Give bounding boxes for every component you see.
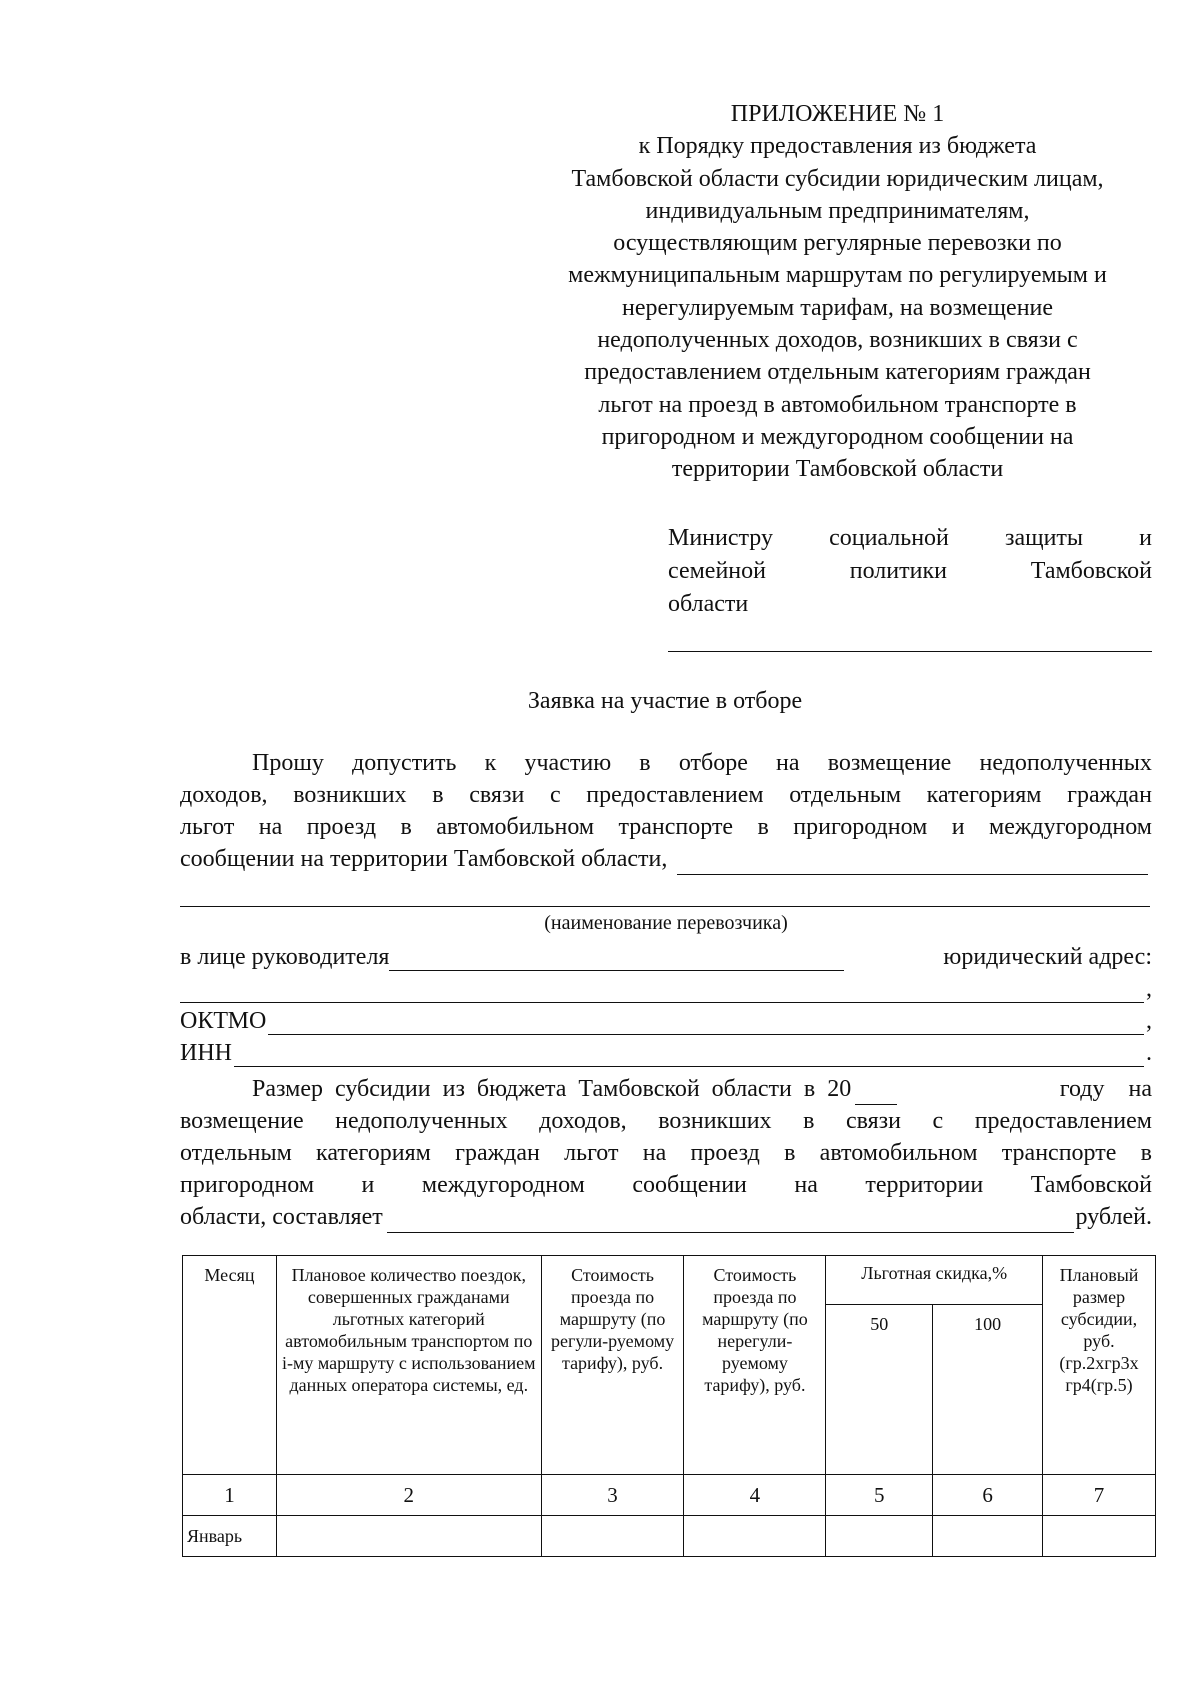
table-column-number-row (183, 1475, 1156, 1516)
request-text: сообщении на территории Тамбовской области, (180, 846, 668, 872)
column-number: 7 (1043, 1475, 1156, 1516)
subsidy-text: области, составляет (180, 1204, 383, 1230)
subsidy-word: междугородном (421, 1172, 585, 1198)
inn-field[interactable] (234, 1042, 1144, 1067)
request-line: доходов, возникших в связи с предоставлением отдельным категориям граждан (180, 782, 1152, 808)
addressee-word: политики (849, 558, 947, 584)
header-cost-unregulated: Стоимость проезда по маршруту (по нерегули-руемому тарифу), руб. (684, 1256, 826, 1475)
row-month: Январь (183, 1516, 277, 1557)
request-word: отборе (678, 750, 748, 776)
subsidy-text: году на (1059, 1076, 1152, 1102)
addressee-line (668, 522, 1152, 555)
appendix-line: пригородном и междугородном сообщении на (601, 423, 1074, 450)
inn-row (180, 1040, 1152, 1067)
addressee-line (668, 555, 1152, 588)
header-discount-100: 100 (933, 1305, 1043, 1475)
request-word: Прошу (252, 750, 324, 776)
subsidy-line: возмещение недополученных доходов, возникших в связи с предоставлением (180, 1108, 1152, 1134)
table-row (183, 1516, 1156, 1557)
request-line (180, 843, 1152, 875)
period: . (1146, 1040, 1152, 1066)
subsidy-word: сообщении (632, 1172, 747, 1198)
column-number: 4 (684, 1475, 826, 1516)
subsidy-paragraph (180, 1073, 1152, 1233)
column-number: 3 (541, 1475, 684, 1516)
carrier-name-field[interactable] (677, 850, 1148, 875)
subsidy-word: территории (865, 1172, 984, 1198)
inn-label: ИНН (180, 1040, 232, 1066)
table-cell[interactable] (541, 1516, 684, 1557)
appendix-header (500, 98, 1175, 486)
table-cell[interactable] (276, 1516, 541, 1557)
subsidy-word: на (794, 1172, 818, 1198)
appendix-line: нерегулируемым тарифам, на возмещение (621, 294, 1054, 321)
header-cost-regulated: Стоимость проезда по маршруту (по регули-руемому тарифу), руб. (541, 1256, 684, 1475)
document-title: Заявка на участие в отборе (527, 688, 803, 714)
request-word: допустить (351, 750, 457, 776)
appendix-line: осуществляющим регулярные перевозки по (613, 230, 1062, 257)
addressee-word: и (1139, 525, 1152, 551)
addressee-signature-line[interactable] (668, 651, 1152, 652)
request-line: льгот на проезд в автомобильном транспорте в пригородном и междугородном (180, 814, 1152, 840)
oktmo-label: ОКТМО (180, 1008, 267, 1034)
column-number: 6 (933, 1475, 1043, 1516)
appendix-line: к Порядку предоставления из бюджета (638, 133, 1037, 160)
legal-address-row (180, 976, 1152, 1003)
comma: , (1146, 976, 1152, 1002)
appendix-line: межмуниципальным маршрутам по регулируемым и (568, 262, 1107, 289)
table-cell[interactable] (684, 1516, 826, 1557)
column-number: 1 (183, 1475, 277, 1516)
subsidy-word: пригородном (180, 1172, 315, 1198)
addressee-word: социальной (829, 525, 949, 551)
request-word: участию (524, 750, 612, 776)
column-number: 5 (826, 1475, 933, 1516)
request-paragraph (180, 747, 1152, 875)
request-word: на (776, 750, 800, 776)
addressee-block (668, 522, 1152, 621)
subsidy-text: рублей. (1075, 1204, 1152, 1230)
head-row (180, 944, 1152, 971)
subsidy-line (180, 1201, 1152, 1233)
request-word: к (484, 750, 497, 776)
addressee-line: области (668, 591, 749, 617)
request-word: недополученных (979, 750, 1152, 776)
table-cell[interactable] (1043, 1516, 1156, 1557)
addressee-word: Тамбовской (1030, 558, 1152, 584)
header-month: Месяц (183, 1256, 277, 1475)
subsidy-word: и (361, 1172, 375, 1198)
subsidy-amount-field[interactable] (387, 1208, 1074, 1233)
comma: , (1146, 1008, 1152, 1034)
table-header-row (183, 1256, 1156, 1305)
carrier-name-hint: (наименование перевозчика) (544, 912, 788, 934)
subsidy-text: Размер субсидии из бюджета Тамбовской области в 20 (252, 1076, 852, 1102)
appendix-line: индивидуальным предпринимателям, (645, 197, 1030, 224)
header-subsidy: Плановый размер субсидии, руб. (гр.2хгр3х гр4(гр.5) (1043, 1256, 1156, 1475)
table-cell[interactable] (933, 1516, 1043, 1557)
header-trips: Плановое количество поездок, совершенных гражданами льготных категорий автомобильным транспортом по i-му маршруту с использованием данных оператора системы, ед. (276, 1256, 541, 1475)
addressee-word: Министру (668, 525, 773, 551)
legal-address-field[interactable] (180, 978, 1144, 1003)
subsidy-line (180, 1073, 1152, 1105)
appendix-line: территории Тамбовской области (671, 456, 1004, 483)
header-discount-50: 50 (826, 1305, 933, 1475)
request-word: возмещение (827, 750, 952, 776)
appendix-line: льгот на проезд в автомобильном транспорте в (598, 391, 1077, 418)
subsidy-line (180, 1169, 1152, 1201)
appendix-line: предоставлением отдельным категориям граждан (584, 359, 1091, 386)
appendix-line: недополученных доходов, возникших в связи с (597, 327, 1078, 354)
legal-address-label: юридический адрес: (943, 944, 1152, 970)
head-name-field[interactable] (389, 946, 844, 971)
addressee-word: защиты (1004, 525, 1084, 551)
carrier-name-field-continued[interactable] (180, 906, 1150, 907)
subsidy-table (182, 1255, 1156, 1557)
appendix-title: ПРИЛОЖЕНИЕ № 1 (730, 101, 945, 127)
table-cell[interactable] (826, 1516, 933, 1557)
subsidy-line: отдельным категориям граждан льгот на проезд в автомобильном транспорте в (180, 1140, 1152, 1166)
year-field[interactable] (855, 1080, 897, 1105)
header-discount: Льготная скидка,% (826, 1256, 1043, 1305)
subsidy-word: Тамбовской (1030, 1172, 1152, 1198)
head-label: в лице руководителя (180, 944, 390, 970)
oktmo-field[interactable] (268, 1010, 1144, 1035)
addressee-word: семейной (668, 558, 766, 584)
request-word: в (639, 750, 651, 776)
oktmo-row (180, 1008, 1152, 1035)
request-line (180, 747, 1152, 779)
column-number: 2 (276, 1475, 541, 1516)
appendix-line: Тамбовской области субсидии юридическим лицам, (571, 165, 1104, 192)
